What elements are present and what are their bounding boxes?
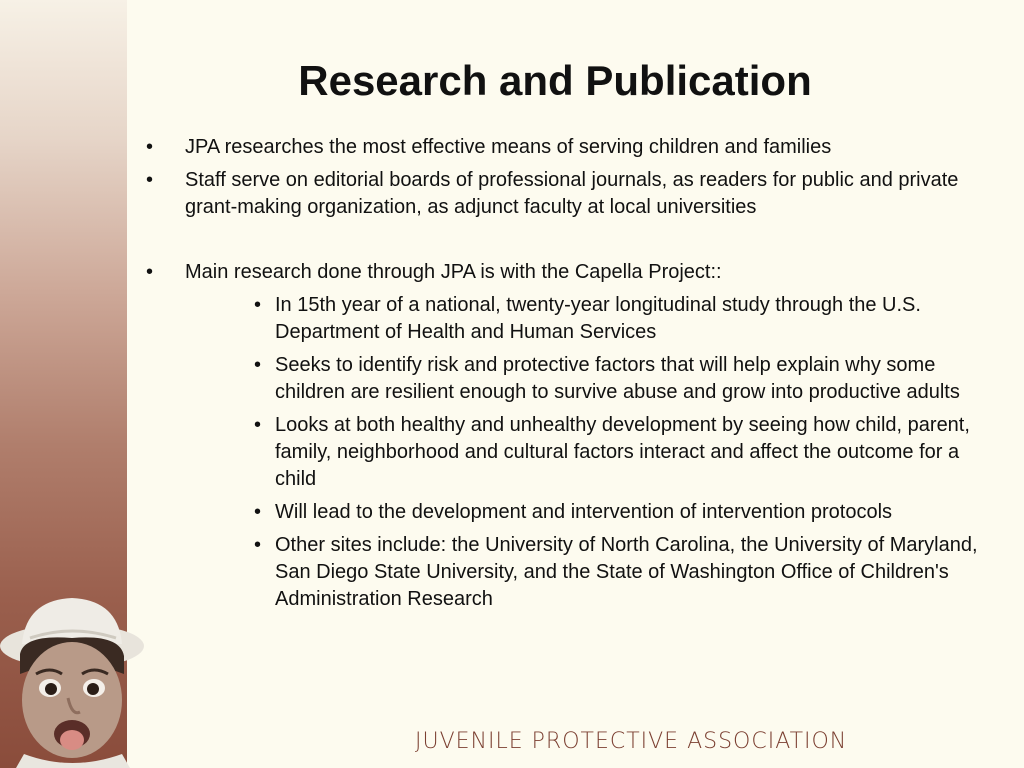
bullet-dot-icon: •: [146, 169, 154, 191]
sub-bullet-item: [233, 532, 983, 613]
sub-bullet-text: Seeks to identify risk and protective factors that will help explain why some children are resilient enough to survive abuse and grow into productive adults: [275, 354, 960, 403]
sub-bullet-text: In 15th year of a national, twenty-year longitudinal study through the U.S. Department of Health and Human Services: [275, 294, 921, 343]
bullet-dot-icon: •: [254, 294, 262, 316]
bullet-dot-icon: •: [146, 261, 154, 283]
bullet-dot-icon: •: [254, 414, 262, 436]
bullet-item: [143, 259, 983, 286]
sub-bullet-text: Other sites include: the University of North Carolina, the University of Maryland, San Diego State University, and the State of Washington Office of Children's Administration Research: [275, 534, 978, 610]
sub-bullet-item: [233, 352, 983, 406]
bullet-dot-icon: •: [254, 354, 262, 376]
bullet-item: [143, 134, 983, 161]
bullet-text: JPA researches the most effective means of serving children and families: [185, 136, 832, 158]
bullet-text: Main research done through JPA is with the Capella Project::: [185, 261, 722, 283]
sub-bullet-text: Will lead to the development and intervention of intervention protocols: [275, 501, 893, 523]
spacer: [143, 227, 983, 259]
sub-bullet-item: [233, 292, 983, 346]
child-photo: [0, 594, 150, 768]
bullet-dot-icon: •: [254, 534, 262, 556]
bullet-item: [143, 167, 983, 221]
bullet-dot-icon: •: [254, 501, 262, 523]
sub-bullet-list: [233, 292, 983, 613]
slide-content: [143, 134, 983, 619]
sub-bullet-item: [233, 412, 983, 493]
bullet-dot-icon: •: [146, 136, 154, 158]
organization-footer: JUVENILE PROTECTIVE ASSOCIATION: [415, 729, 848, 754]
slide-title: Research and Publication: [298, 57, 812, 104]
sub-bullet-item: [233, 499, 983, 526]
sub-bullet-text: Looks at both healthy and unhealthy development by seeing how child, parent, family, neighborhood and cultural factors interact and affect the outcome for a child: [275, 414, 970, 490]
bullet-text: Staff serve on editorial boards of professional journals, as readers for public and private grant-making organization, as adjunct faculty at local universities: [185, 169, 959, 218]
